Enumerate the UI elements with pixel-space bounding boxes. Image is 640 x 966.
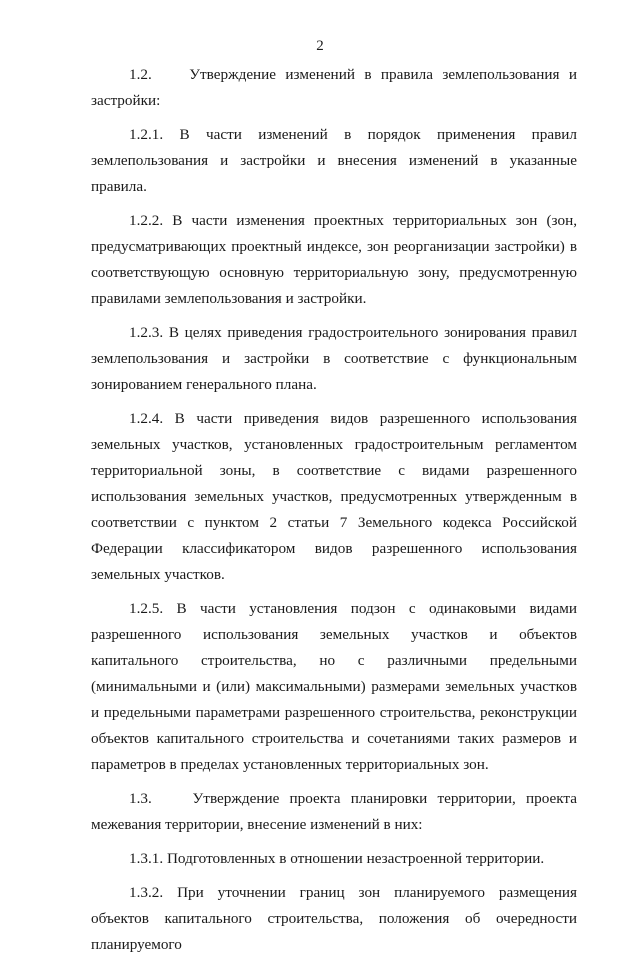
document-body [91, 62, 577, 966]
paragraph-1-3-1: 1.3.1. Подготовленных в отношении незастроенной территории. [129, 850, 545, 867]
paragraph-1-3-2: 1.3.2. При уточнении границ зон планируемого размещения объектов капитального строительства, положения об очередности планируемого [91, 884, 577, 953]
paragraph-1-2-3: 1.2.3. В целях приведения градостроительного зонирования правил землепользования и застройки в соответствие с функциональным зонированием генерального плана. [91, 324, 577, 393]
paragraph-1-2-4: 1.2.4. В части приведения видов разрешенного использования земельных участков, установленных градостроительным регламентом территориальной зоны, в соответствие с видами разрешенного использования земельных участков, предусмотренных утвержденным в соответствии с пунктом 2 статьи 7 Земельного кодекса Российской Федерации классификатором видов разрешенного использования земельных участков. [91, 410, 577, 583]
paragraph-1-2-1: 1.2.1. В части изменений в порядок применения правил землепользования и застройки и внесения изменений в указанные правила. [91, 126, 577, 195]
paragraph-1-2: 1.2. Утверждение изменений в правила землепользования и застройки: [91, 66, 577, 109]
page-number: 2 [316, 38, 324, 54]
paragraph-1-2-2: 1.2.2. В части изменения проектных территориальных зон (зон, предусматривающих проектный индексе, зон реорганизации застройки) в соответствующую основную территориальную зону, предусмотренную правилами землепользования и застройки. [91, 212, 577, 307]
paragraph-1-2-5: 1.2.5. В части установления подзон с одинаковыми видами разрешенного использования земельных участков и объектов капитального строительства, но с различными предельными (минимальными и (или) максимальными) размерами земельных участков и предельными параметрами разрешенного строительства, реконструкции объектов капитального строительства и сочетаниями таких размеров и параметров в пределах установленных территориальных зон. [91, 600, 577, 773]
paragraph-1-3: 1.3. Утверждение проекта планировки территории, проекта межевания территории, внесение изменений в них: [91, 790, 577, 833]
